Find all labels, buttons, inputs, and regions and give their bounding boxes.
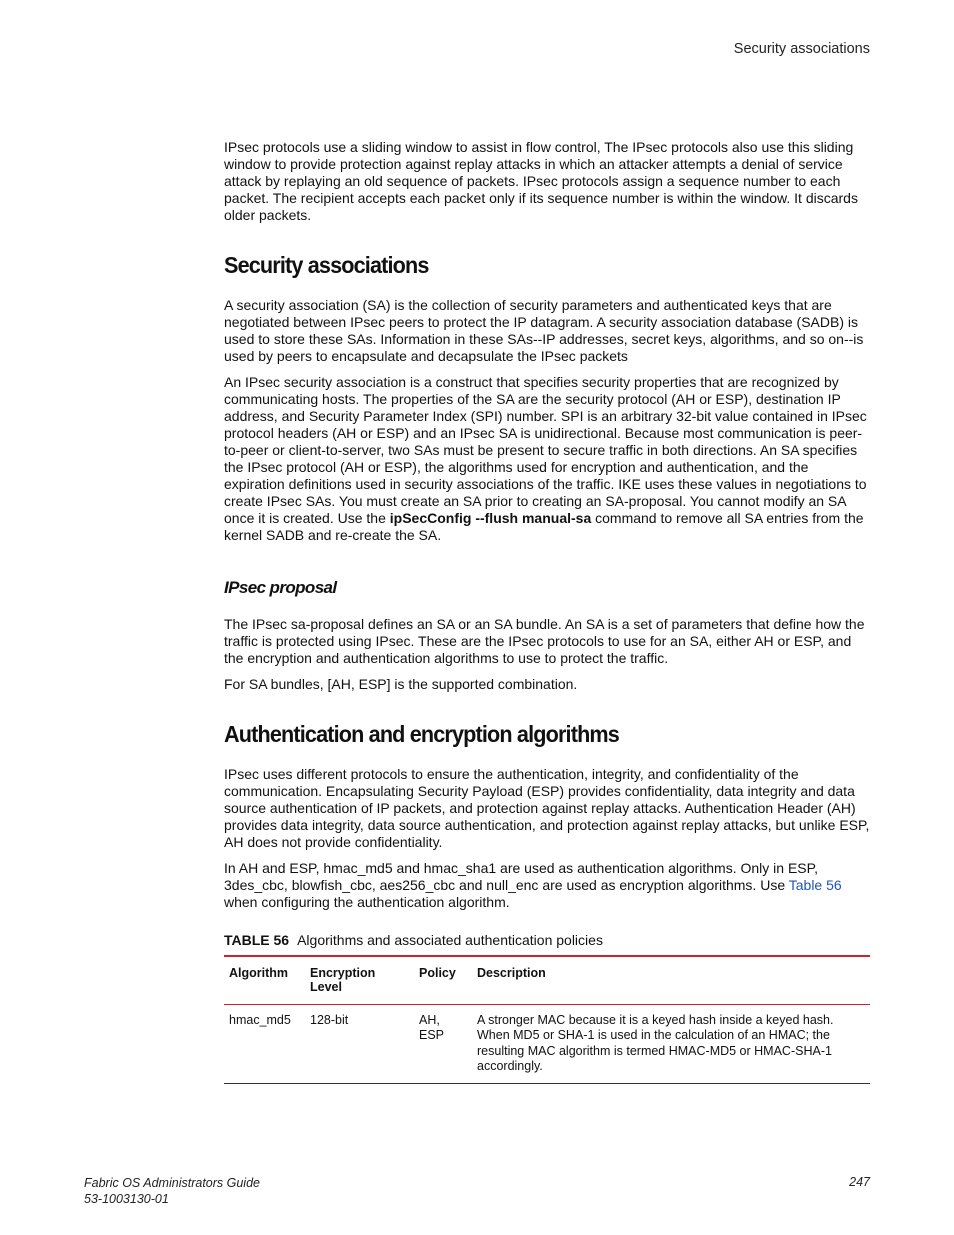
cell-policy: AH, ESP xyxy=(419,1013,445,1043)
sa-paragraph-2 xyxy=(224,374,872,544)
cell-algorithm: hmac_md5 xyxy=(229,1013,291,1027)
table-title: Algorithms and associated authentication policies xyxy=(297,932,603,948)
proposal-paragraph-1: The IPsec sa-proposal defines an SA or an SA bundle. An SA is a set of parameters that define how the traffic is protected using IPsec. These are the IPsec protocols to use for an SA, either AH or ESP, and the encryption and authentication algorithms to use to protect the traffic. xyxy=(224,616,865,666)
auth-paragraph-2 xyxy=(224,860,872,911)
sa-paragraph-2-text-end: command to remove all SA entries from the kernel SADB and re-create the SA. xyxy=(224,510,864,543)
page-content xyxy=(224,139,872,1084)
auth-paragraph-2-text: In AH and ESP, hmac_md5 and hmac_sha1 are used as authentication algorithms. Only in ESP, 3des_cbc, blowfish_cbc, aes256_cbc and null_enc are used as encryption algorithms. Use xyxy=(224,860,819,893)
section-heading-auth-encryption: Authentication and encryption algorithms xyxy=(224,721,619,747)
proposal-paragraph-2: For SA bundles, [AH, ESP] is the supported combination. xyxy=(224,676,578,692)
intro-paragraph: IPsec protocols use a sliding window to assist in flow control, The IPsec protocols also use this sliding window to provide protection against replay attacks in which an attacker attempts a denial of service attack by replaying an old sequence of packets. IPsec protocols assign a sequence number to each packet. The recipient accepts each packet only if its sequence number is within the window. It discards older packets. xyxy=(224,139,858,223)
cell-description: A stronger MAC because it is a keyed hash inside a keyed hash. When MD5 or SHA-1 is used in the calculation of an HMAC; the resulting MAC algorithm is termed HMAC-MD5 or HMAC-SHA-1 accordingly. xyxy=(477,1013,834,1073)
cell-encryption-level: 128-bit xyxy=(310,1013,349,1027)
auth-paragraph-2-text-end: when configuring the authentication algorithm. xyxy=(224,894,510,910)
table-56-link[interactable]: Table 56 xyxy=(788,877,842,893)
column-header-description: Description xyxy=(472,956,870,1005)
running-header: Security associations xyxy=(733,41,870,57)
command-ipsecconfig-flush: ipSecConfig --flush manual-sa xyxy=(389,510,592,526)
column-header-encryption-level: Encryption Level xyxy=(305,956,414,1005)
footer-page-number: 247 xyxy=(849,1175,870,1189)
subsection-heading-ipsec-proposal: IPsec proposal xyxy=(224,578,337,597)
footer-guide-title: Fabric OS Administrators Guide xyxy=(84,1176,260,1190)
section-heading-security-associations: Security associations xyxy=(224,252,429,278)
table-header-row xyxy=(224,956,870,1005)
sa-paragraph-1: A security association (SA) is the collection of security parameters and authenticated keys that are negotiated between IPsec peers to protect the IP datagram. A security association database (SADB) is used to store these SAs. Information in these SAs--IP addresses, secret keys, algorithms, and so on--is used by peers to encapsulate and decapsulate the IPsec packets xyxy=(224,297,864,364)
column-header-policy: Policy xyxy=(414,956,472,1005)
table-caption xyxy=(224,932,872,949)
algorithms-table xyxy=(224,955,870,1084)
footer-doc-number: 53-1003130-01 xyxy=(84,1192,169,1206)
auth-paragraph-1: IPsec uses different protocols to ensure the authentication, integrity, and confidentiality of the communication. Encapsulating Security Payload (ESP) provides confidentiality, data integrity and data source authentication of IP packets, and protection against replay attacks. Authentication Header (AH) provides data integrity, data source authentication, and protection against replay attacks, but unlike ESP, AH does not provide confidentiality. xyxy=(224,766,870,850)
table-row xyxy=(224,1005,870,1084)
column-header-algorithm: Algorithm xyxy=(224,956,305,1005)
sa-paragraph-2-text: An IPsec security association is a construct that specifies security properties that are recognized by communicating hosts. The properties of the SA are the security protocol (AH or ESP), destination IP address, and Security Parameter Index (SPI) number. SPI is an arbitrary 32-bit value contained in IPsec protocol headers (AH or ESP) and an IPsec SA is unidirectional. Because most communication is peer-to-peer or client-to-server, two SAs must be present to secure traffic in both directions. An SA specifies the IPsec protocol (AH or ESP), the algorithms used for encryption and authentication, and the expiration definitions used in security associations of the traffic. IKE uses these values in negotiations to create IPsec SAs. You must create an SA prior to creating an SA-proposal. You cannot modify an SA once it is created. Use the xyxy=(224,374,867,526)
table-number: TABLE 56 xyxy=(224,932,290,948)
footer-doc-info xyxy=(84,1175,260,1207)
